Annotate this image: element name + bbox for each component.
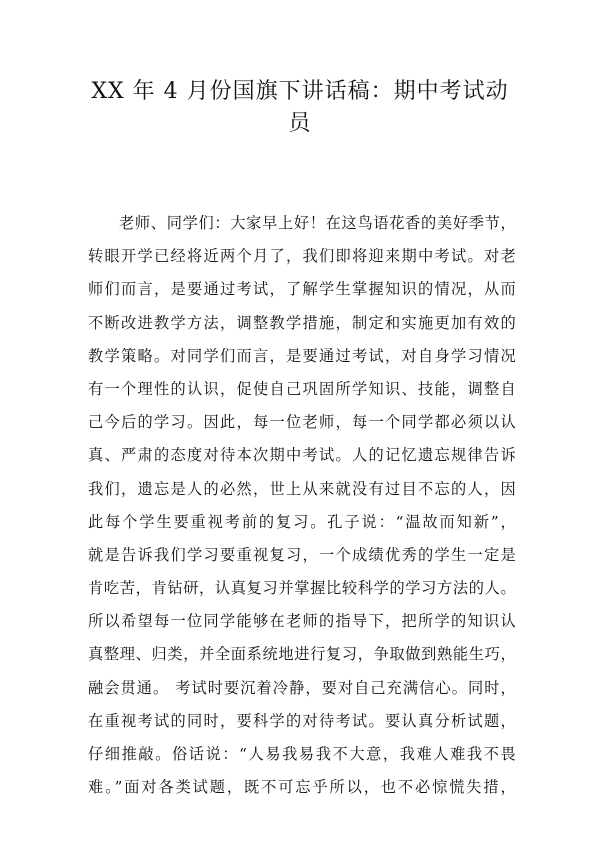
body-line: 老师、同学们：大家早上好！在这鸟语花香的美好季节， bbox=[119, 214, 516, 232]
body-line: 转眼开学已经将近两个月了，我们即将迎来期中考试。对老 bbox=[88, 247, 516, 266]
body-line: 己今后的学习。因此，每一位老师，每一个同学都必须以认 bbox=[88, 413, 516, 432]
body-line: 所以希望每一位同学能够在老师的指导下，把所学的知识认 bbox=[88, 612, 516, 631]
body-line: 此每个学生要重视考前的复习。孔子说：“温故而知新”， bbox=[88, 512, 516, 531]
document-title bbox=[70, 76, 530, 140]
body-line: 师们而言，是要通过考试，了解学生掌握知识的情况，从而 bbox=[88, 280, 516, 299]
body-line: 不断改进教学方法，调整教学措施，制定和实施更加有效的 bbox=[88, 313, 516, 332]
document-body bbox=[88, 207, 516, 804]
title-line: XX 年 4 月份国旗下讲话稿：期中考试动 bbox=[91, 79, 509, 104]
body-line: 肯吃苦，肯钻研，认真复习并掌握比较科学的学习方法的人。 bbox=[88, 579, 516, 598]
body-line: 仔细推敲。俗话说：“人易我易我不大意，我难人难我不畏 bbox=[88, 745, 516, 763]
body-line: 真整理、归类，并全面系统地进行复习，争取做到熟能生巧， bbox=[88, 645, 516, 664]
body-line: 就是告诉我们学习要重视复习，一个成绩优秀的学生一定是 bbox=[88, 545, 516, 564]
body-line: 在重视考试的同时，要科学的对待考试。要认真分析试题， bbox=[88, 711, 516, 730]
body-line: 真、严肃的态度对待本次期中考试。人的记忆遗忘规律告诉 bbox=[88, 446, 516, 465]
body-line: 融会贯通。 考试时要沉着冷静，要对自己充满信心。同时， bbox=[88, 678, 516, 697]
body-line: 难。”面对各类试题，既不可忘乎所以，也不必惊慌失措， bbox=[88, 778, 516, 797]
title-line: 员 bbox=[288, 111, 312, 136]
body-line: 有一个理性的认识，促使自己巩固所学知识、技能，调整自 bbox=[88, 379, 516, 398]
body-line: 我们，遗忘是人的必然，世上从来就没有过目不忘的人，因 bbox=[88, 479, 516, 498]
body-line: 教学策略。对同学们而言，是要通过考试，对自身学习情况 bbox=[88, 346, 516, 365]
